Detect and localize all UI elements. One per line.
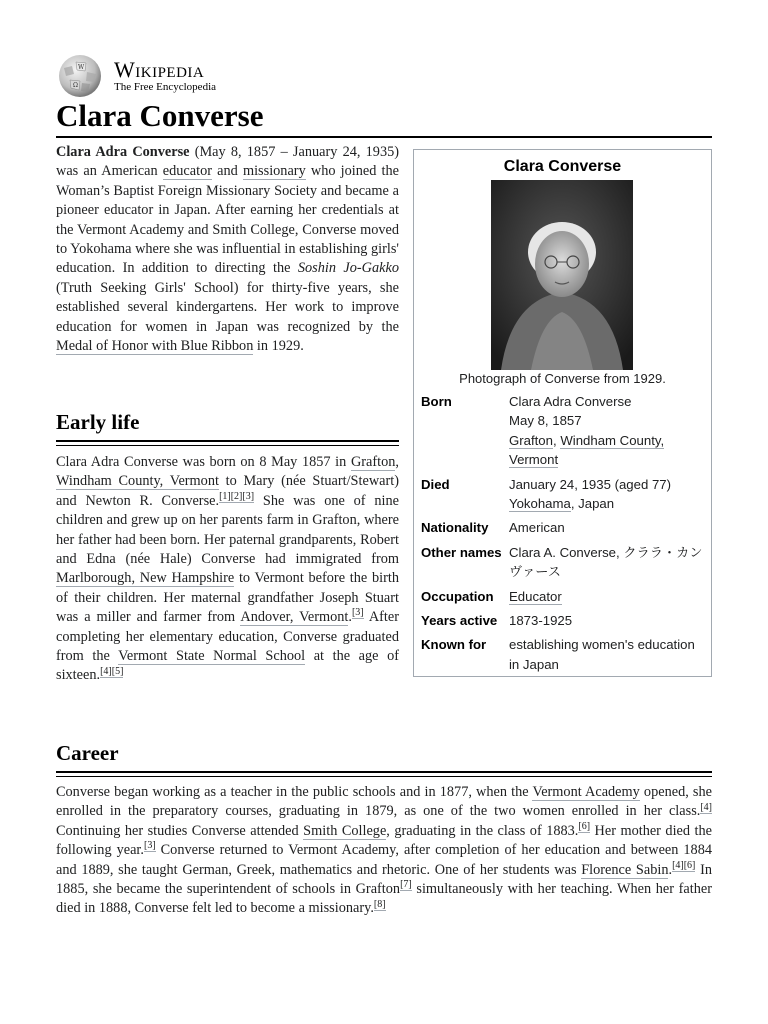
link-yokohama[interactable]: Yokohama (509, 496, 571, 512)
reference-link[interactable]: [4][5] (100, 665, 124, 677)
career-text-6: Converse returned to Vermont Academy, after completion of her education and between 1884 and 1889, she taught German, Greek, mathematics and rhetoric. One of her students was (56, 842, 712, 878)
svg-text:Ω: Ω (73, 82, 78, 89)
career-heading: Career (56, 739, 712, 773)
early-text-1: Clara Adra Converse was born on 8 May 1857 in (56, 454, 351, 470)
born-place-sep: , (552, 432, 561, 448)
early-life-paragraph (56, 453, 399, 686)
link-smith-college[interactable]: Smith College (303, 822, 387, 839)
career-text-4: , graduating in the class of 1883. (386, 822, 579, 839)
link-florence-sabin[interactable]: Florence Sabin (581, 861, 669, 878)
link-educator[interactable]: educator (162, 163, 212, 180)
early-text-6: . (348, 609, 352, 626)
career-section (56, 739, 712, 773)
wordmark (114, 59, 216, 93)
row-born (421, 392, 707, 470)
intro-text-3: who joined the Woman’s Baptist Foreign Missionary Society and became a pioneer educator in Japan. After earning her credentials at the Vermont Academy and Smith College, Converse moved to Yokohama where she was influential in establishing girls' education. In addition to directing the (56, 163, 400, 277)
died-place-rest: , Japan (570, 496, 615, 512)
label-other-names: Other names (421, 544, 502, 560)
reference-link[interactable]: [8] (373, 898, 386, 910)
row-nationality (421, 518, 707, 537)
link-vermont-academy[interactable]: Vermont Academy (532, 784, 640, 800)
value-nationality: American (509, 520, 565, 536)
intro-text-1: (May 8, 1857 – January 24, 1935) was an American (56, 144, 400, 180)
early-text-8: at the age of sixteen. (56, 648, 399, 684)
photo-caption: Photograph of Converse from 1929. (459, 371, 666, 386)
school-name: Soshin Jo-Gakko (297, 260, 399, 277)
value-other-names: Clara A. Converse, クララ・カンヴァース (509, 544, 703, 580)
label-occupation: Occupation (421, 588, 494, 604)
reference-link[interactable]: [4][6] (672, 859, 696, 871)
infobox-rows (421, 392, 707, 679)
early-life-body (56, 453, 399, 686)
died-place (509, 494, 707, 513)
born-date: May 8, 1857 (509, 413, 582, 429)
label-nationality: Nationality (421, 520, 489, 536)
link-educator[interactable]: Educator (509, 588, 562, 604)
reference-link[interactable]: [3] (143, 840, 156, 852)
label-died: Died (421, 476, 450, 492)
died-date: January 24, 1935 (aged 77) (509, 476, 672, 492)
intro-section (56, 143, 399, 356)
row-occupation (421, 587, 707, 606)
reference-link[interactable]: [7] (400, 879, 412, 891)
portrait-photo[interactable] (491, 180, 633, 370)
wordmark-title: Wikipedia (114, 57, 205, 82)
svg-text:W: W (78, 64, 85, 71)
wikipedia-logo[interactable] (56, 54, 216, 98)
link-vermont[interactable]: Vermont (509, 452, 559, 468)
wordmark-tagline: The Free Encyclopedia (114, 81, 217, 93)
link-medal-of-honor[interactable]: Medal of Honor with Blue Ribbon (56, 338, 254, 355)
value-died (509, 475, 707, 514)
link-missionary[interactable]: missionary (242, 163, 306, 180)
career-text-3: Continuing her studies Converse attended (56, 822, 304, 839)
career-text-2: opened, she enrolled in the preparatory courses, graduating in 1879, as one of the two women enrolled in her class. (56, 784, 712, 820)
wikipedia-globe-icon (56, 54, 104, 98)
career-text-9: simultaneously with her teaching. When her father died in 1888, Converse felt led to become a missionary. (56, 881, 712, 917)
early-text-2: , (395, 454, 399, 470)
intro-paragraph (56, 143, 399, 356)
early-life-heading: Early life (56, 408, 399, 442)
value-born (509, 392, 707, 470)
intro-text-2: and (212, 163, 243, 180)
link-marlborough[interactable]: Marlborough, New Hampshire (56, 570, 235, 587)
early-text-4: She was one of nine children and grew up on her parents farm in Grafton, where her father had been born. Her paternal grandparents, Robert and Edna (née Hale) Converse had immigrated from (56, 492, 400, 568)
reference-link[interactable]: [1][2][3] (219, 491, 255, 503)
reference-link[interactable]: [4] (700, 801, 712, 813)
career-text-7: . (668, 861, 673, 878)
link-grafton[interactable]: Grafton (350, 454, 396, 470)
label-born: Born (421, 394, 452, 409)
row-known-for (421, 635, 707, 674)
infobox (413, 149, 712, 677)
page-title: Clara Converse (56, 96, 712, 138)
career-body (56, 783, 712, 919)
early-text-3: to Mary (née Stuart/Stewart) and Newton R. Converse. (56, 473, 399, 509)
intro-text-4: (Truth Seeking Girls' School) for thirty-five years, she established several kindergartens. Her work to improve education for women in Japan was recognized by the (56, 279, 399, 335)
value-occupation (509, 587, 707, 606)
intro-text-5: in 1929. (253, 338, 304, 355)
reference-link[interactable]: [6] (578, 821, 591, 833)
infobox-title: Clara Converse (503, 158, 622, 175)
career-paragraph (56, 783, 712, 919)
career-text-8: In 1885, she became the superintendent of schools in Grafton (56, 861, 712, 898)
row-years-active (421, 611, 707, 630)
reference-link[interactable]: [3] (351, 607, 364, 619)
born-place (509, 431, 707, 450)
row-died (421, 475, 707, 514)
early-text-7: After completing her elementary education, Converse graduated from the (56, 609, 399, 665)
subject-name: Clara Adra Converse (56, 144, 190, 160)
career-text-5: Her mother died the following year. (56, 822, 712, 859)
link-windham-county[interactable]: Windham County, Vermont (56, 473, 219, 490)
value-years-active: 1873-1925 (509, 613, 573, 629)
link-windham-county[interactable]: Windham County, (560, 432, 665, 448)
career-text-1: Converse began working as a teacher in the public schools and in 1877, when the (56, 784, 533, 800)
row-other-names (421, 543, 707, 582)
link-grafton[interactable]: Grafton (509, 432, 553, 448)
early-life-section (56, 408, 399, 442)
link-andover[interactable]: Andover, Vermont (240, 609, 349, 626)
label-years-active: Years active (421, 613, 498, 629)
link-normal-school[interactable]: Vermont State Normal School (118, 648, 306, 665)
early-text-5: to Vermont before the birth of their children. Her maternal grandfather Joseph Stuart was a miller and farmer from (56, 570, 399, 626)
born-name: Clara Adra Converse (509, 394, 632, 409)
value-known-for: establishing women's education in Japan (509, 637, 695, 672)
label-known-for: Known for (421, 637, 487, 653)
